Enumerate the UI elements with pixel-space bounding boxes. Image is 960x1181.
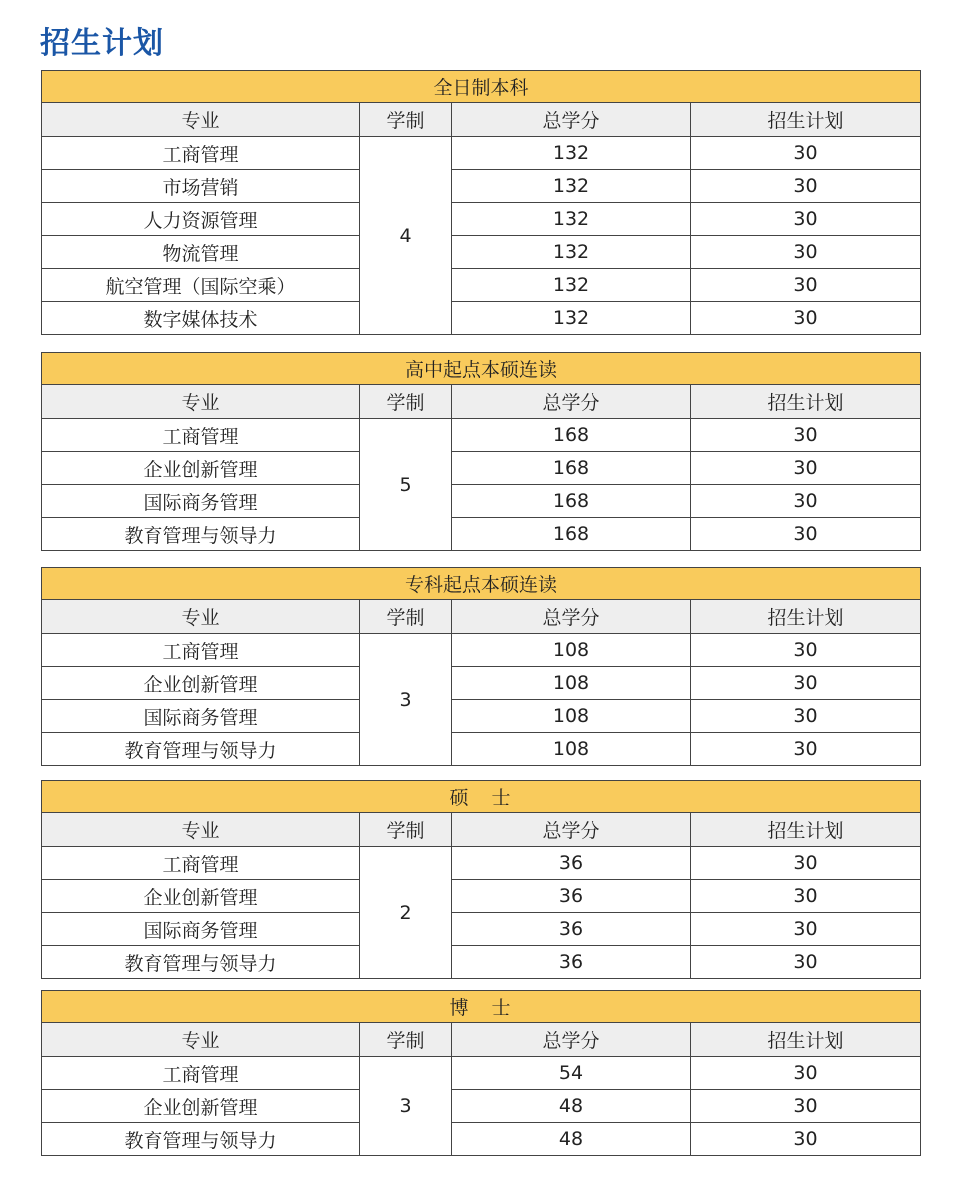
section-table-undergraduate	[41, 70, 921, 335]
plan-cell: 30	[691, 170, 921, 203]
credits-cell: 54	[452, 1057, 691, 1090]
major-cell: 工商管理	[42, 137, 360, 170]
credits-cell: 132	[452, 137, 691, 170]
credits-cell: 48	[452, 1123, 691, 1156]
duration-cell: 4	[360, 137, 452, 335]
table-row	[42, 137, 921, 170]
duration-cell: 3	[360, 634, 452, 766]
table-row	[42, 452, 921, 485]
major-cell: 企业创新管理	[42, 1090, 360, 1123]
credits-cell: 36	[452, 946, 691, 979]
table-row	[42, 1090, 921, 1123]
header-credits: 总学分	[452, 600, 691, 634]
table-row	[42, 485, 921, 518]
credits-cell: 168	[452, 452, 691, 485]
duration-cell: 5	[360, 419, 452, 551]
plan-cell: 30	[691, 269, 921, 302]
header-major: 专业	[42, 600, 360, 634]
credits-cell: 168	[452, 485, 691, 518]
credits-cell: 108	[452, 733, 691, 766]
header-duration: 学制	[360, 813, 452, 847]
table-row	[42, 236, 921, 269]
major-cell: 人力资源管理	[42, 203, 360, 236]
major-cell: 国际商务管理	[42, 700, 360, 733]
header-credits: 总学分	[452, 385, 691, 419]
table-row	[42, 1057, 921, 1090]
credits-cell: 108	[452, 634, 691, 667]
credits-cell: 132	[452, 236, 691, 269]
credits-cell: 132	[452, 203, 691, 236]
credits-cell: 108	[452, 667, 691, 700]
major-cell: 数字媒体技术	[42, 302, 360, 335]
table-row	[42, 419, 921, 452]
plan-cell: 30	[691, 733, 921, 766]
plan-cell: 30	[691, 419, 921, 452]
section-table-doctor	[41, 990, 921, 1156]
table-row	[42, 302, 921, 335]
header-duration: 学制	[360, 1023, 452, 1057]
major-cell: 工商管理	[42, 634, 360, 667]
plan-cell: 30	[691, 203, 921, 236]
header-plan: 招生计划	[691, 813, 921, 847]
plan-cell: 30	[691, 1090, 921, 1123]
header-duration: 学制	[360, 600, 452, 634]
major-cell: 工商管理	[42, 419, 360, 452]
major-cell: 企业创新管理	[42, 452, 360, 485]
header-credits: 总学分	[452, 1023, 691, 1057]
major-cell: 教育管理与领导力	[42, 1123, 360, 1156]
table-row	[42, 733, 921, 766]
plan-cell: 30	[691, 913, 921, 946]
section-title: 博 士	[42, 991, 921, 1023]
plan-cell: 30	[691, 880, 921, 913]
section-title: 全日制本科	[42, 71, 921, 103]
major-cell: 国际商务管理	[42, 913, 360, 946]
plan-cell: 30	[691, 236, 921, 269]
credits-cell: 36	[452, 913, 691, 946]
major-cell: 企业创新管理	[42, 667, 360, 700]
table-row	[42, 847, 921, 880]
plan-cell: 30	[691, 1123, 921, 1156]
section-title: 高中起点本硕连读	[42, 353, 921, 385]
header-major: 专业	[42, 103, 360, 137]
table-row	[42, 518, 921, 551]
major-cell: 工商管理	[42, 1057, 360, 1090]
credits-cell: 168	[452, 518, 691, 551]
table-row	[42, 700, 921, 733]
header-major: 专业	[42, 813, 360, 847]
credits-cell: 36	[452, 880, 691, 913]
plan-cell: 30	[691, 847, 921, 880]
major-cell: 物流管理	[42, 236, 360, 269]
major-cell: 教育管理与领导力	[42, 733, 360, 766]
plan-cell: 30	[691, 634, 921, 667]
credits-cell: 132	[452, 170, 691, 203]
plan-cell: 30	[691, 1057, 921, 1090]
plan-cell: 30	[691, 667, 921, 700]
major-cell: 教育管理与领导力	[42, 946, 360, 979]
header-plan: 招生计划	[691, 1023, 921, 1057]
major-cell: 市场营销	[42, 170, 360, 203]
plan-cell: 30	[691, 137, 921, 170]
credits-cell: 48	[452, 1090, 691, 1123]
header-plan: 招生计划	[691, 103, 921, 137]
header-plan: 招生计划	[691, 385, 921, 419]
table-row	[42, 880, 921, 913]
major-cell: 航空管理（国际空乘）	[42, 269, 360, 302]
major-cell: 企业创新管理	[42, 880, 360, 913]
table-row	[42, 913, 921, 946]
duration-cell: 3	[360, 1057, 452, 1156]
section-title: 硕 士	[42, 781, 921, 813]
plan-cell: 30	[691, 302, 921, 335]
major-cell: 工商管理	[42, 847, 360, 880]
credits-cell: 132	[452, 269, 691, 302]
header-duration: 学制	[360, 103, 452, 137]
table-row	[42, 269, 921, 302]
header-credits: 总学分	[452, 813, 691, 847]
table-row	[42, 946, 921, 979]
credits-cell: 36	[452, 847, 691, 880]
header-major: 专业	[42, 1023, 360, 1057]
section-table-college-bachelor-master	[41, 567, 921, 766]
major-cell: 教育管理与领导力	[42, 518, 360, 551]
plan-cell: 30	[691, 946, 921, 979]
plan-cell: 30	[691, 700, 921, 733]
table-row	[42, 1123, 921, 1156]
major-cell: 国际商务管理	[42, 485, 360, 518]
header-duration: 学制	[360, 385, 452, 419]
table-row	[42, 667, 921, 700]
header-major: 专业	[42, 385, 360, 419]
section-table-highschool-bachelor-master	[41, 352, 921, 551]
credits-cell: 132	[452, 302, 691, 335]
section-table-master	[41, 780, 921, 979]
header-credits: 总学分	[452, 103, 691, 137]
page-title: 招生计划	[40, 26, 164, 61]
header-plan: 招生计划	[691, 600, 921, 634]
duration-cell: 2	[360, 847, 452, 979]
plan-cell: 30	[691, 518, 921, 551]
credits-cell: 168	[452, 419, 691, 452]
table-row	[42, 634, 921, 667]
credits-cell: 108	[452, 700, 691, 733]
plan-cell: 30	[691, 485, 921, 518]
plan-cell: 30	[691, 452, 921, 485]
table-row	[42, 170, 921, 203]
table-row	[42, 203, 921, 236]
section-title: 专科起点本硕连读	[42, 568, 921, 600]
